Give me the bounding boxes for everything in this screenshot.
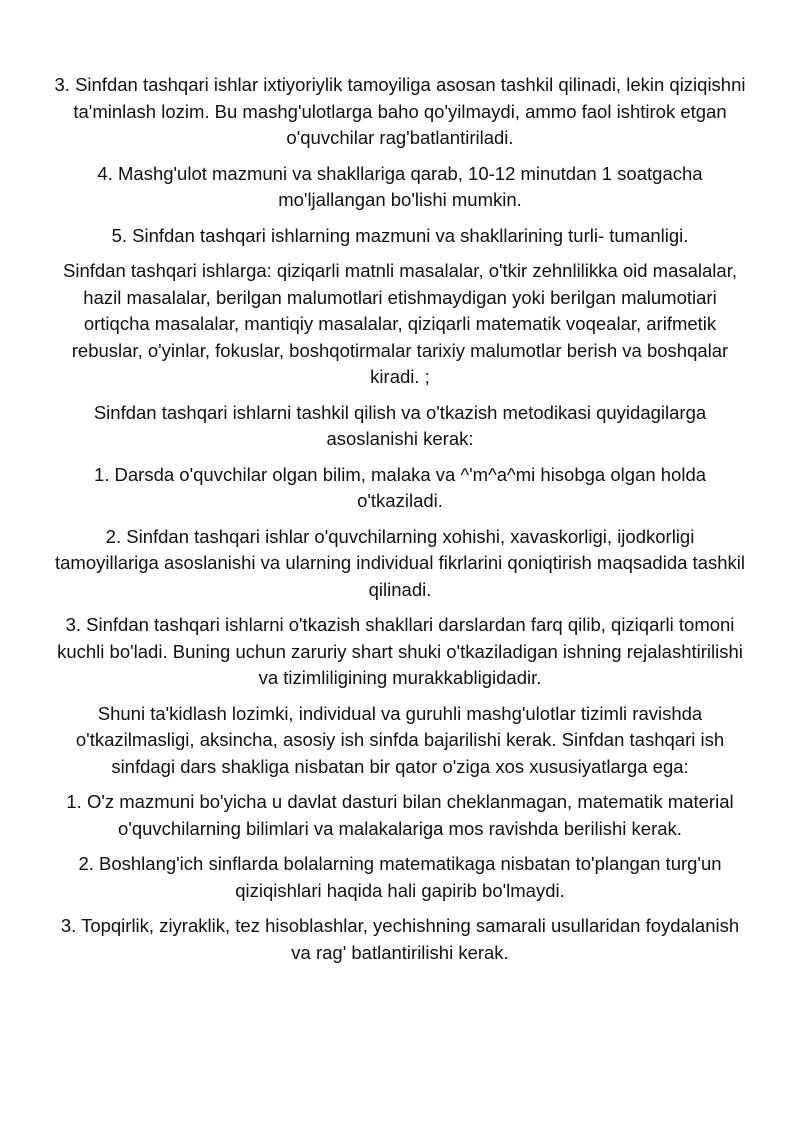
paragraph: Sinfdan tashqari ishlarni tashkil qilish va o'tkazish metodikasi quyidagilarga asoslanishi kerak: bbox=[93, 401, 707, 449]
paragraph: 1. O'z mazmuni bo'yicha u davlat dasturi bilan cheklanmagan, matematik material o'quvchilarning bilimlari va malakalariga mos ravishda berilishi kerak. bbox=[66, 791, 734, 839]
paragraph: 2. Sinfdan tashqari ishlar o'quvchilarning xohishi, xavaskorligi, ijodkorligi tamoyillariga asoslanishi va ularning individual fikrlarini qoniqtirish maqsadida tashkil qilinadi. bbox=[55, 525, 745, 600]
paragraph: Sinfdan tashqari ishlarga: qiziqarli matnli masalalar, o'tkir zehnlilikka oid masalalar, hazil masalalar, berilgan malumotlari etishmaydigan yoki berilgan malumotiari ortiqcha masalalar, mantiqiy masalalar, qiziqarli matematik voqealar, arifmetik rebuslar, o'yinlar, fokuslar, boshqotirmalar tarixiy malumotlar berish va boshqalar kiradi. ; bbox=[63, 260, 737, 387]
paragraph: 5. Sinfdan tashqari ishlarning mazmuni va shakllarining turli- tumanligi. bbox=[111, 224, 689, 246]
paragraph: 3. Sinfdan tashqari ishlarni o'tkazish shakllari darslardan farq qilib, qiziqarli tomoni kuchli bo'ladi. Buning uchun zaruriy shart shuki o'tkaziladigan ishning rejalashtirilishi va tizimliligining murakkabligidadir. bbox=[57, 614, 743, 688]
paragraph: 3. Topqirlik, ziyraklik, tez hisoblashlar, yechishning samarali usullaridan foydalanish va rag' batlantirilishi kerak. bbox=[60, 915, 740, 963]
paragraph: 2. Boshlang'ich sinflarda bolalarning matematikaga nisbatan to'plangan turg'un qiziqishlari haqida hali gapirib bo'lmaydi. bbox=[78, 853, 722, 901]
paragraph: 4. Mashg'ulot mazmuni va shakllariga qarab, 10-12 minutdan 1 soatgacha mo'ljallangan bo'lishi mumkin. bbox=[97, 162, 703, 210]
paragraph: 1. Darsda o'quvchilar olgan bilim, malaka va ^'m^a^mi hisobga olgan holda o'tkaziladi. bbox=[93, 463, 707, 511]
document-body bbox=[52, 72, 748, 975]
paragraph: Shuni ta'kidlash lozimki, individual va guruhli mashg'ulotlar tizimli ravishda o'tkazilmasligi, aksincha, asosiy ish sinfda bajarilishi kerak. Sinfdan tashqari ish sinfdagi dars shakliga nisbatan bir qator o'ziga xos xususiyatlarga ega: bbox=[75, 702, 725, 777]
paragraph: 3. Sinfdan tashqari ishlar ixtiyoriylik tamoyiliga asosan tashkil qilinadi, lekin qiziqishni ta'minlash lozim. Bu mashg'ulotlarga baho qo'yilmaydi, ammo faol ishtirok etgan o'quvchilar rag'batlantiriladi. bbox=[54, 74, 746, 148]
